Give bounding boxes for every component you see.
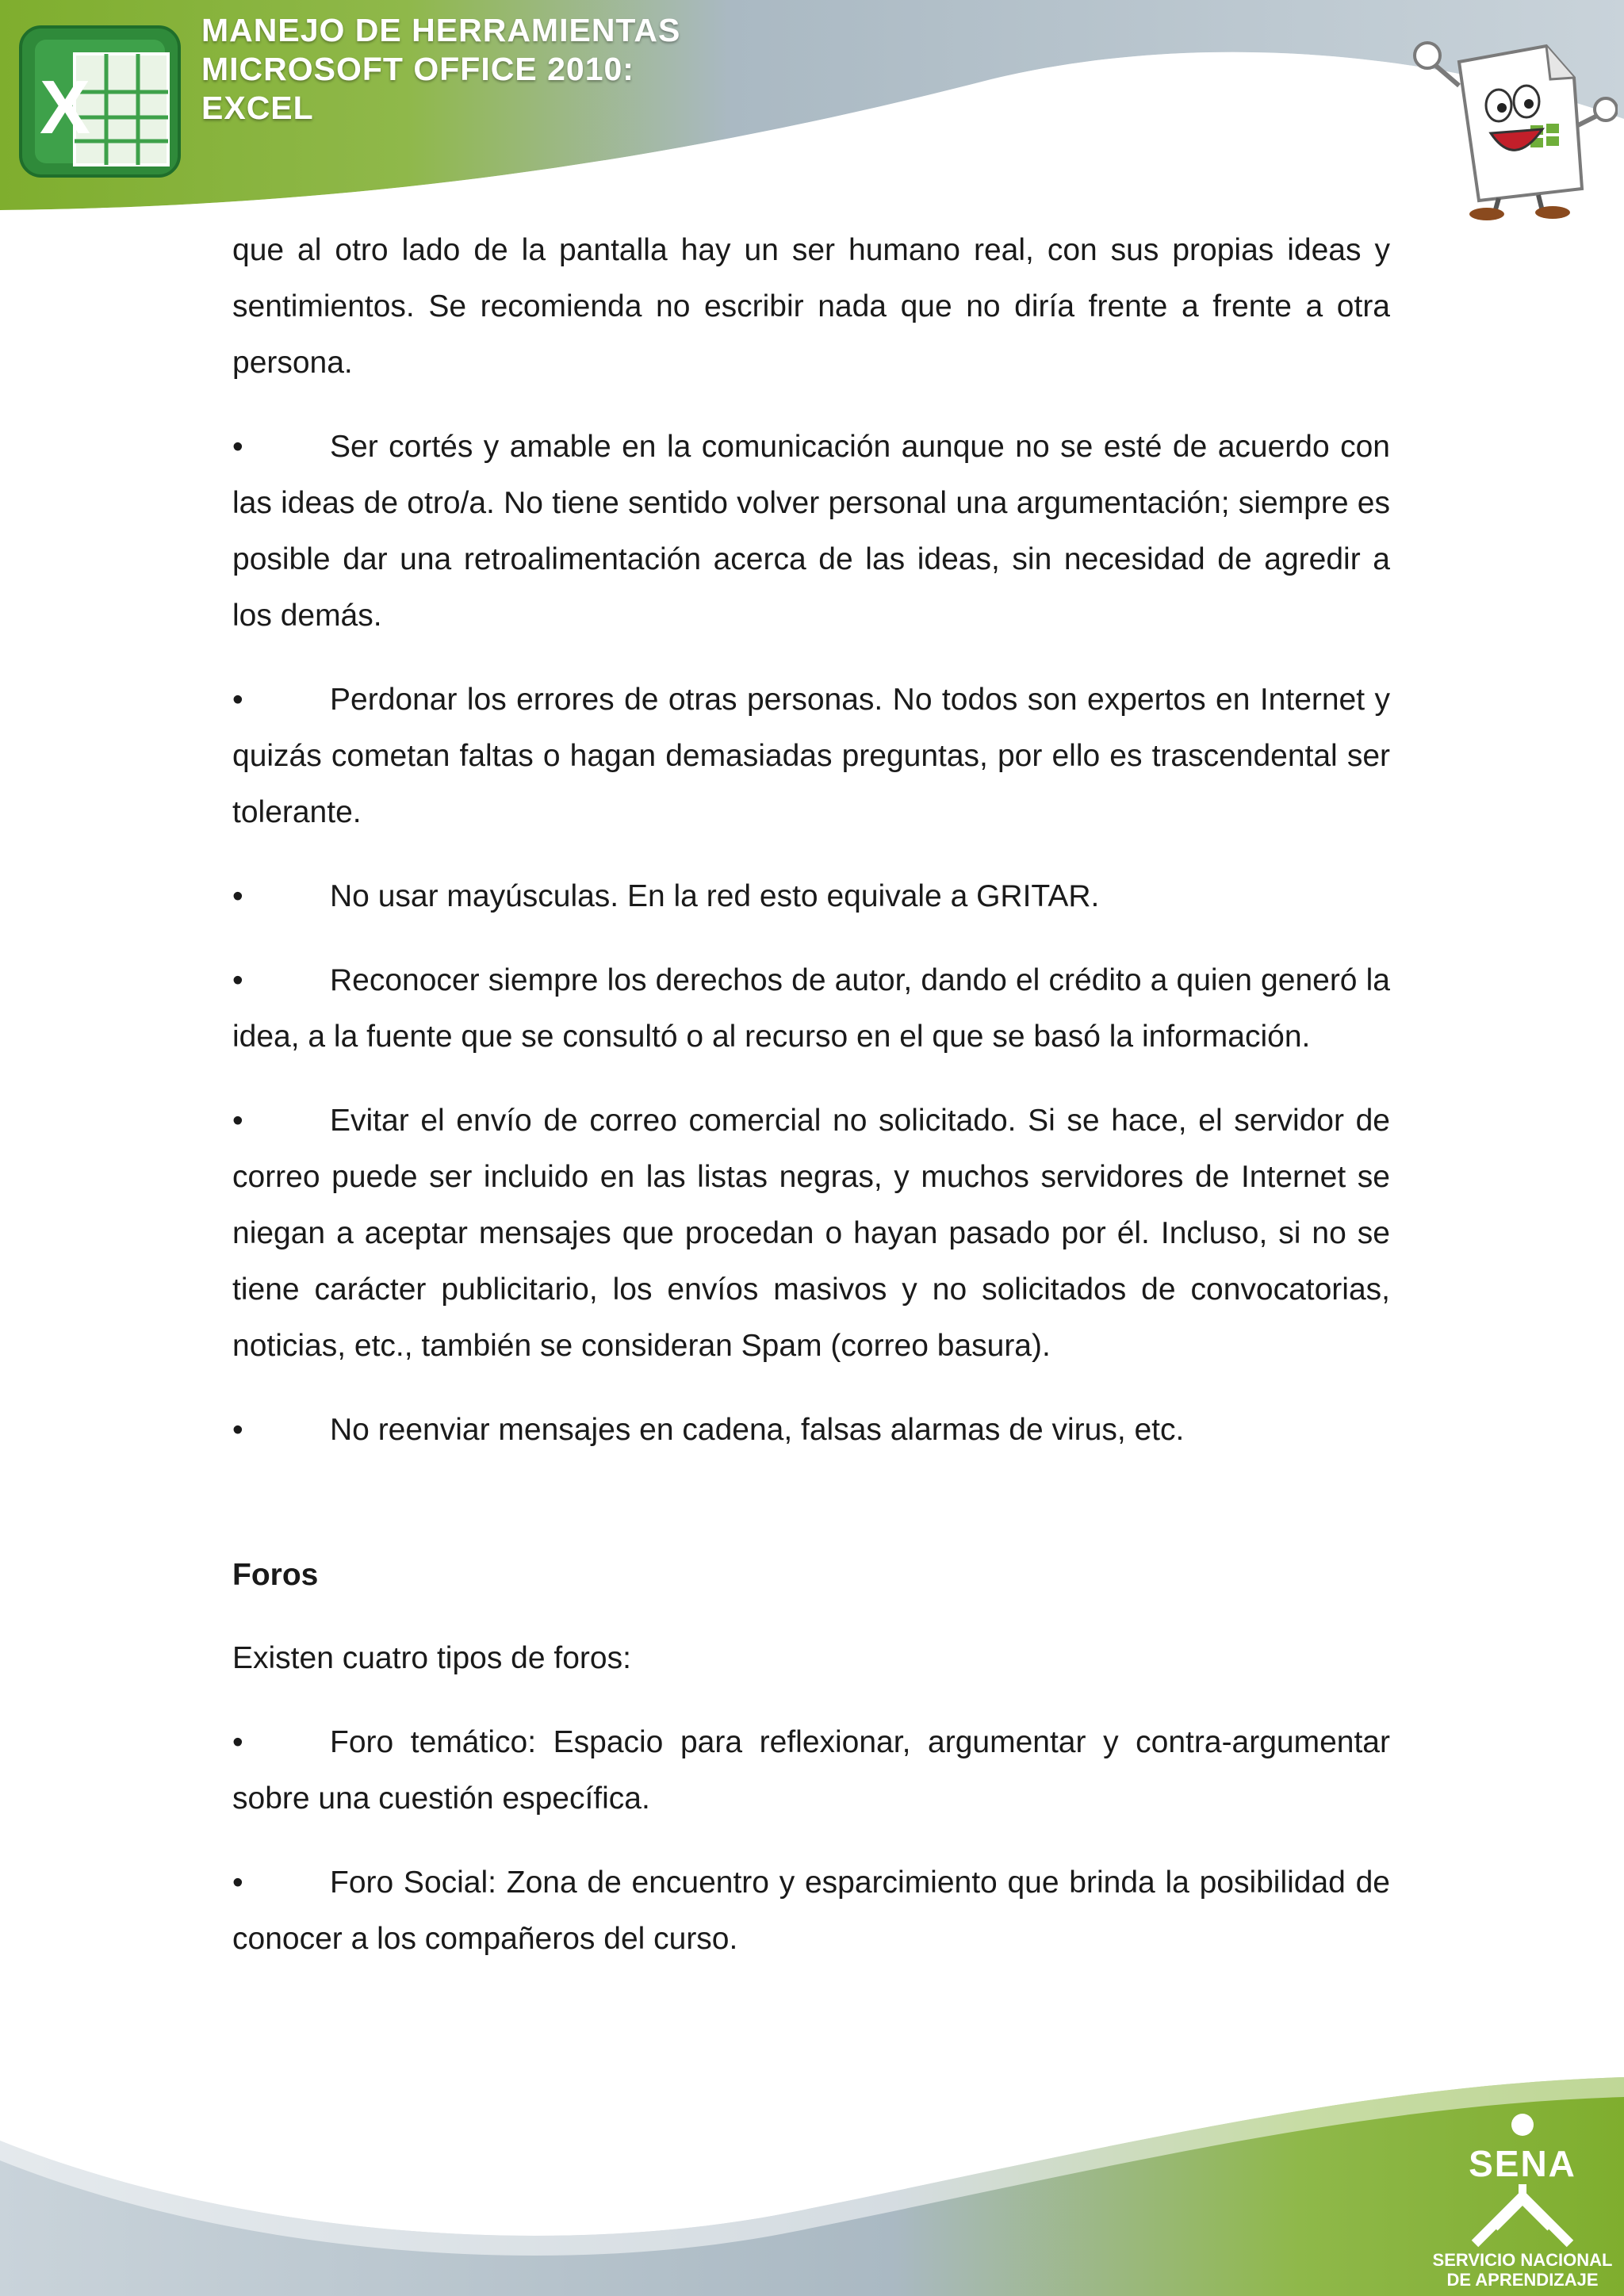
document-title: [201, 11, 680, 128]
bullet-icon: •: [232, 683, 243, 717]
document-body: [232, 222, 1390, 1995]
list-item: [232, 952, 1390, 1065]
sena-logo-icon: [1427, 2109, 1618, 2291]
logo-word: SENA: [1469, 2143, 1576, 2184]
section-intro: Existen cuatro tipos de foros:: [232, 1641, 631, 1675]
list-item-text: Evitar el envío de correo comercial no solicitado. Si se hace, el servidor de correo puede ser incluido en las listas negras, y muchos servidores de Internet se niegan a aceptar mensajes que procedan o hayan pasado por él. Incluso, si no se tiene carácter publicitario, los envíos masivos y no solicitados de convocatorias, noticias, etc., también se consideran Spam (correo basura).: [232, 1104, 1390, 1363]
excel-icon: [17, 22, 184, 181]
bullet-icon: •: [232, 1104, 243, 1138]
list-item-text: No reenviar mensajes en cadena, falsas alarmas de virus, etc.: [330, 1413, 1185, 1447]
bullet-icon: •: [232, 963, 243, 997]
list-item: [232, 1093, 1390, 1374]
list-item: [232, 1402, 1390, 1458]
bullet-icon: •: [232, 1725, 243, 1759]
list-item: [232, 868, 1390, 924]
bullet-icon: •: [232, 879, 243, 913]
intro-paragraph: que al otro lado de la pantalla hay un ser humano real, con sus propias ideas y sentimientos. Se recomienda no escribir nada que no diría frente a frente a otra persona.: [232, 233, 1390, 380]
list-item-text: Reconocer siempre los derechos de autor, dando el crédito a quien generó la idea, a la fuente que se consultó o al recurso en el que se basó la información.: [232, 963, 1390, 1054]
logo-subtitle-line: SERVICIO NACIONAL: [1432, 2250, 1613, 2270]
logo-subtitle-line: DE APRENDIZAJE: [1446, 2270, 1599, 2290]
title-line: EXCEL: [201, 90, 314, 126]
bullet-icon: •: [232, 1413, 243, 1447]
bullet-icon: •: [232, 430, 243, 464]
list-item-text: Foro Social: Zona de encuentro y esparcimiento que brinda la posibilidad de conocer a los compañeros del curso.: [232, 1866, 1390, 1956]
document-mascot-icon: [1411, 30, 1618, 220]
bullet-icon: •: [232, 1866, 243, 1900]
list-item-text: Foro temático: Espacio para reflexionar, argumentar y contra-argumentar sobre una cuestión específica.: [232, 1725, 1390, 1816]
list-item: [232, 1854, 1390, 1967]
list-item: [232, 419, 1390, 644]
list-item: [232, 1714, 1390, 1827]
list-item-text: No usar mayúsculas. En la red esto equivale a GRITAR.: [330, 879, 1100, 913]
list-item: [232, 672, 1390, 840]
svg-text:X: X: [39, 65, 91, 150]
list-item-text: Perdonar los errores de otras personas. No todos son expertos en Internet y quizás cometan faltas o hagan demasiadas preguntas, por ello es trascendental ser tolerante.: [232, 683, 1390, 829]
title-line: MANEJO DE HERRAMIENTAS: [201, 12, 681, 48]
footer-banner: [0, 2077, 1624, 2296]
title-line: MICROSOFT OFFICE 2010:: [201, 51, 634, 87]
list-item-text: Ser cortés y amable en la comunicación aunque no se esté de acuerdo con las ideas de otro/a. No tiene sentido volver personal una argumentación; siempre es posible dar una retroalimentación acerca de las ideas, sin necesidad de agredir a los demás.: [232, 430, 1390, 633]
section-heading: Foros: [232, 1558, 319, 1592]
